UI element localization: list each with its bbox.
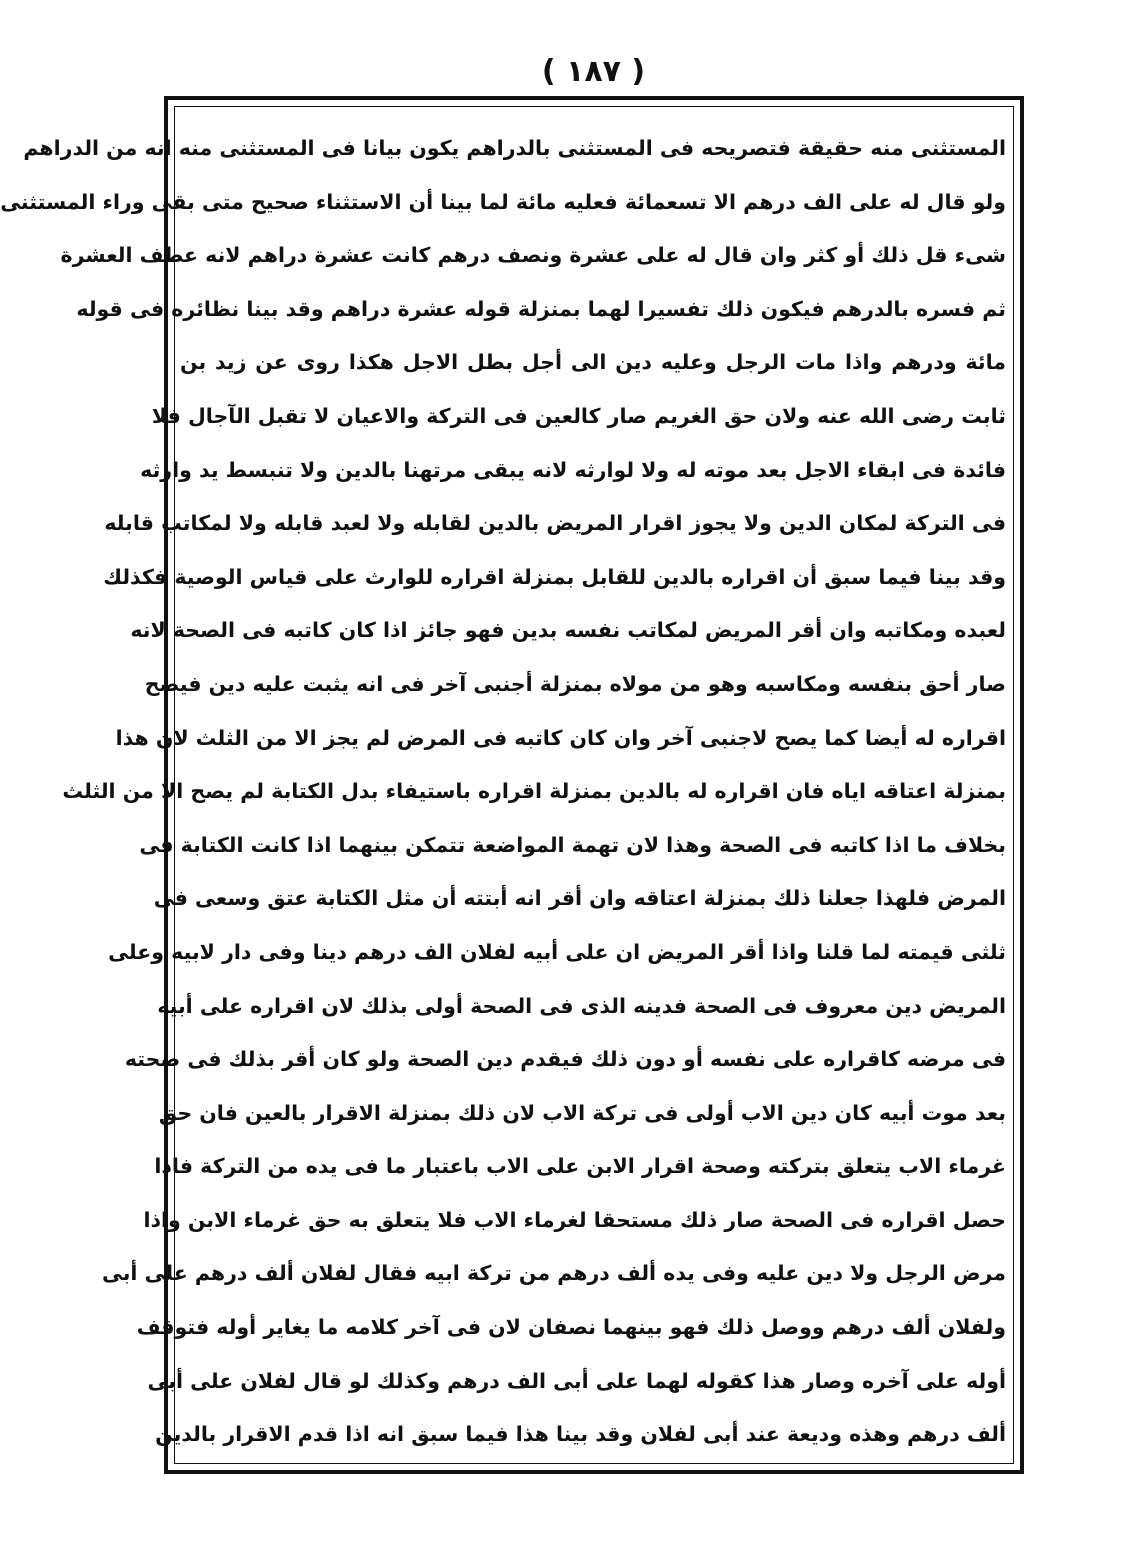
text-line: ألف درهم وهذه وديعة عند أبى لفلان وقد بينا هذا فيما سبق انه اذا قدم الاقرار بالدين xyxy=(155,1422,1006,1447)
text-line: وقد بينا فيما سبق أن اقراره بالدين للقابل بمنزلة اقراره للوارث على قياس الوصية فكذلك xyxy=(103,564,1006,589)
text-line: فائدة فى ابقاء الاجل بعد موته له ولا لوارثه لانه يبقى مرتهنا بالدين ولا تنبسط يد وارثه xyxy=(140,457,1006,482)
text-line: صار أحق بنفسه ومكاسبه وهو من مولاه بمنزلة أجنبى آخر فى انه يثبت عليه دين فيصح xyxy=(144,671,1006,696)
text-line: شىء قل ذلك أو كثر وان قال له على عشرة ونصف درهم كانت عشرة دراهم لانه عطف العشرة xyxy=(60,243,1006,268)
text-line: لعبده ومكاتبه وان أقر المريض لمكاتب نفسه بدين فهو جائز اذا كان كاتبه فى الصحة لانه xyxy=(130,618,1006,643)
text-line: المستثنى منه حقيقة فتصريحه فى المستثنى بالدراهم يكون بيانا فى المستثنى منه انه من الدراهم xyxy=(23,136,1006,160)
text-line: مائة ودرهم واذا مات الرجل وعليه دين الى أجل بطل الاجل هكذا روى عن زيد بن xyxy=(180,350,1006,375)
text-line: بعد موت أبيه كان دين الاب أولى فى تركة الاب لان ذلك بمنزلة الاقرار بالعين فان حق xyxy=(158,1100,1006,1125)
text-line: بمنزلة اعتاقه اياه فان اقراره له بالدين بمنزلة اقراره باستيفاء بدل الكتابة لم يصح الا من الثلث xyxy=(62,779,1006,804)
text-line: أوله على آخره وصار هذا كقوله لهما على أبى الف درهم وكذلك لو قال لفلان على أبى xyxy=(147,1368,1006,1393)
text-line: مرض الرجل ولا دين عليه وفى يده ألف درهم من تركة ابيه فقال لفلان ألف درهم على أبى xyxy=(101,1261,1006,1286)
text-line: ولفلان ألف درهم ووصل ذلك فهو بينهما نصفان لان فى آخر كلامه ما يغاير أوله فتوقف xyxy=(136,1315,1006,1340)
text-line: ولو قال له على الف درهم الا تسعمائة فعليه مائة لما بينا أن الاستثناء صحيح متى بقى وراء المستثنى xyxy=(0,189,1006,214)
page-number: ( ١٨٧ ) xyxy=(541,54,646,89)
text-line: ثابت رضى الله عنه ولان حق الغريم صار كالعين فى التركة والاعيان لا تقبل الآجال فلا xyxy=(151,403,1006,428)
text-line: اقراره له أيضا كما يصح لاجنبى آخر وان كان كاتبه فى المرض لم يجز الا من الثلث لان هذا xyxy=(115,725,1006,750)
text-line: ثم فسره بالدرهم فيكون ذلك تفسيرا لهما بمنزلة قوله عشرة دراهم وقد بينا نظائره فى قوله xyxy=(76,296,1006,321)
text-line: غرماء الاب يتعلق بتركته وصحة اقرار الابن على الاب باعتبار ما فى يده من التركة فاذا xyxy=(154,1154,1006,1179)
text-line: فى مرضه كاقراره على نفسه أو دون ذلك فيقدم دين الصحة ولو كان أقر بذلك فى صحته xyxy=(124,1047,1006,1072)
text-line: المريض دين معروف فى الصحة فدينه الذى فى الصحة أولى بذلك لان اقراره على أبيه xyxy=(157,993,1006,1018)
body-text xyxy=(0,122,1006,1462)
text-line: حصل اقراره فى الصحة صار ذلك مستحقا لغرماء الاب فلا يتعلق به حق غرماء الابن واذا xyxy=(143,1207,1006,1232)
text-line: بخلاف ما اذا كاتبه فى الصحة وهذا لان تهمة المواضعة تتمكن بينهما اذا كانت الكتابة فى xyxy=(139,832,1006,857)
text-line: ثلثى قيمته لما قلنا واذا أقر المريض ان على أبيه لفلان الف درهم دينا وفى دار لابيه وعلى xyxy=(108,939,1006,964)
text-line: المرض فلهذا جعلنا ذلك بمنزلة اعتاقه وان أقر انه أبتته أن مثل الكتابة عتق وسعى فى xyxy=(153,886,1006,911)
text-line: فى التركة لمكان الدين ولا يجوز اقرار المريض بالدين لقابله ولا لعبد قابله ولا لمكاتب قابله xyxy=(104,511,1006,536)
